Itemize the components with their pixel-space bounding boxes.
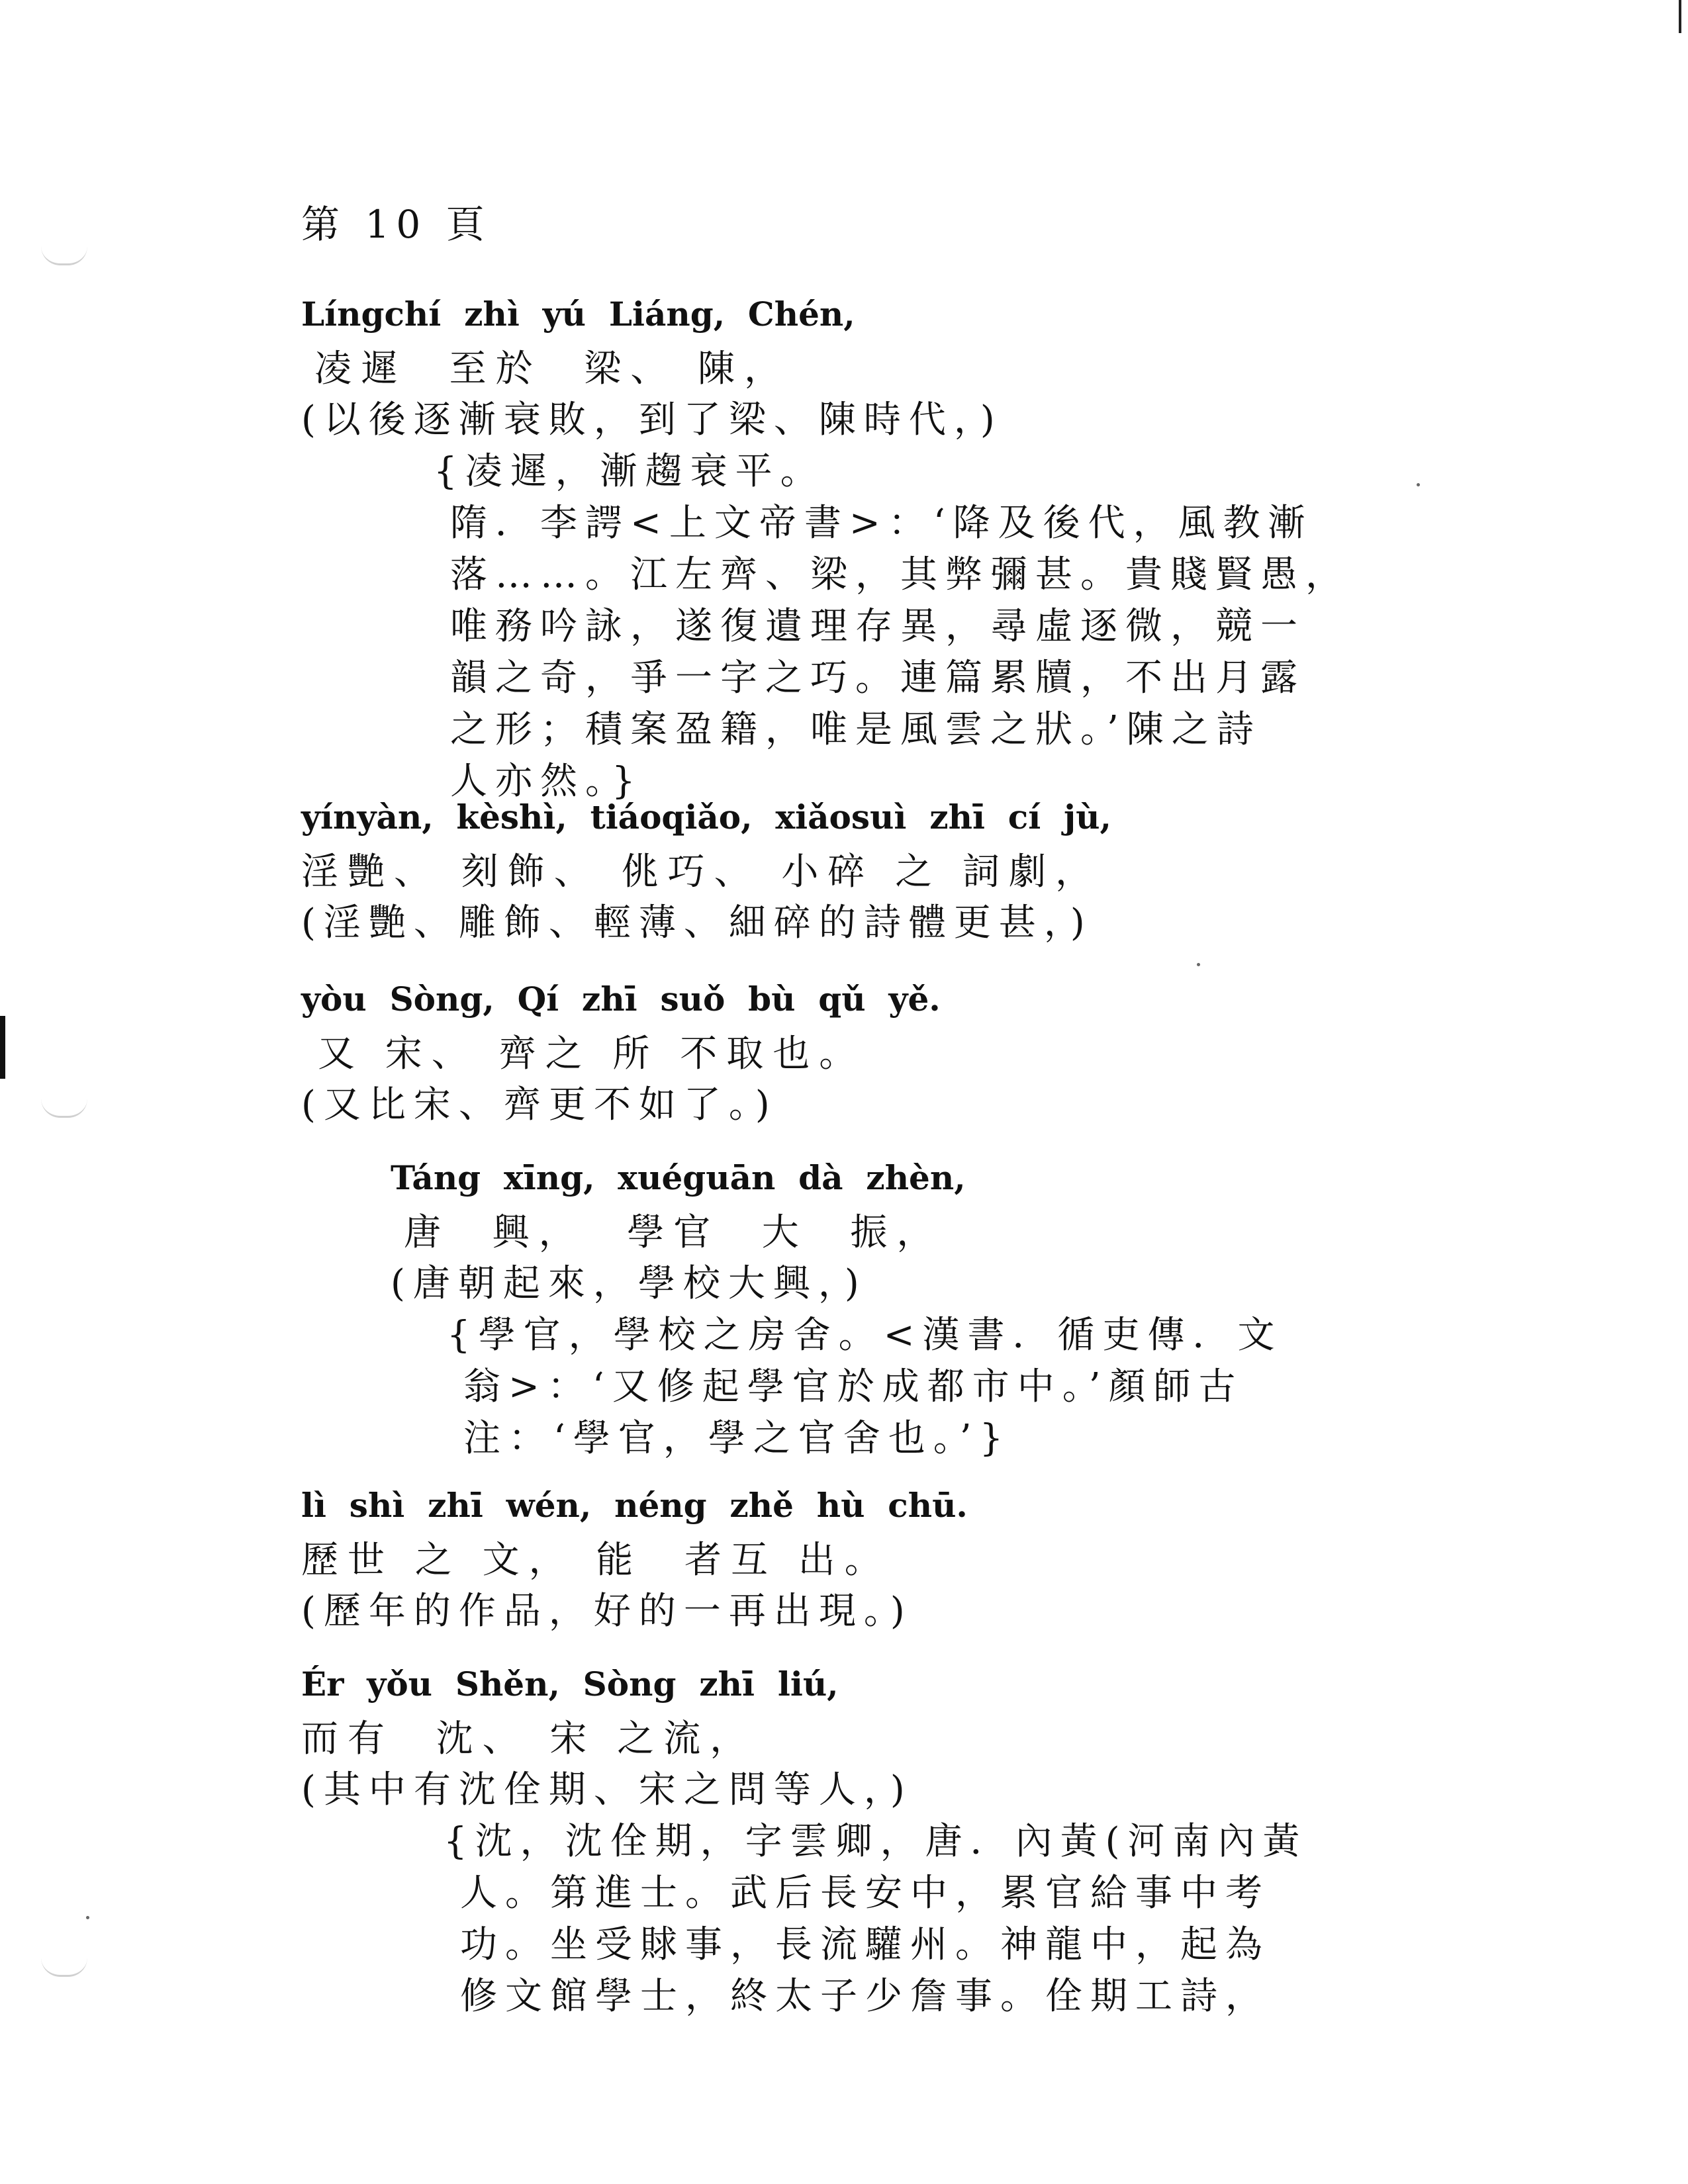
pinyin-line: yòu Sòng, Qí zhī suǒ bù qǔ yě.: [301, 979, 941, 1019]
pinyin-line: lì shì zhī wén, néng zhě hù chū.: [301, 1486, 968, 1525]
gloss-line: (其中有沈佺期、宋之問等人，): [301, 1768, 913, 1811]
chinese-line: 凌遲 至於 梁、 陳，: [314, 347, 791, 390]
gloss-line: (以後逐漸衰敗，到了梁、陳時代，): [301, 398, 1003, 441]
scan-speck: [1197, 963, 1200, 966]
chinese-line: 而有 沈、 宋 之流，: [301, 1717, 757, 1760]
pinyin-line: Táng xīng, xuéguān dà zhèn,: [391, 1158, 966, 1197]
chinese-line: 淫艷、 刻飾、 佻巧、 小碎 之 詞劇，: [301, 850, 1102, 893]
verse-section-1: [301, 265, 1350, 807]
annotation-line: {沈，沈佺期，字雲卿，唐．內黃(河南內黃: [444, 1820, 1308, 1863]
punch-hole-mark: [41, 246, 87, 265]
annotation-line: 隋．李諤<上文帝書>：‘降及後代，風教漸: [450, 502, 1313, 545]
chinese-line: 歷世 之 文， 能 者互 出。: [301, 1539, 891, 1582]
annotation-block: [391, 1310, 1283, 1465]
annotation-line: 唯務吟詠，遂復遺理存異，尋虛逐微，競一: [450, 605, 1305, 648]
pinyin-line: yínyàn, kèshì, tiáoqiǎo, xiǎosuì zhī cí jù,: [301, 797, 1111, 837]
gloss-line: (歷年的作品，好的一再出現。): [301, 1590, 913, 1633]
scan-speck: [86, 1916, 89, 1919]
scan-edge-mark: [0, 1016, 5, 1079]
annotation-line: {凌遲，漸趨衰平。: [434, 450, 825, 493]
annotation-line: 之形；積案盈籍，唯是風雲之狀。’陳之詩: [450, 708, 1262, 751]
gloss-line: (淫艷、雕飾、輕薄、細碎的詩體更甚，): [301, 901, 1093, 944]
pinyin-line: Ér yǒu Shěn, Sòng zhī liú,: [301, 1664, 839, 1704]
verse-section-4: [391, 1128, 1283, 1465]
pinyin-line: Língchí zhì yú Liáng, Chén,: [301, 295, 855, 334]
annotation-line: 注：‘學官，學之官舍也。’}: [463, 1417, 1011, 1460]
chinese-line: 唐 興， 學官 大 振，: [404, 1211, 943, 1254]
annotation-line: 翁>：‘又修起學官於成都市中。’顏師古: [463, 1365, 1244, 1408]
punch-hole-mark: [41, 1099, 87, 1118]
annotation-line: 人亦然。}: [450, 760, 643, 803]
scan-edge-line: [1679, 0, 1681, 33]
annotation-line: 韻之奇，爭一字之巧。連篇累牘，不出月露: [450, 657, 1305, 700]
annotation-line: 人。第進士。武后長安中，累官給事中考: [460, 1872, 1270, 1915]
scan-speck: [1417, 483, 1420, 486]
annotation-block: [301, 446, 1350, 807]
verse-section-6: [301, 1635, 1307, 2023]
annotation-line: 落……。江左齊、梁，其弊彌甚。貴賤賢愚，: [450, 553, 1350, 596]
chinese-line: 又 宋、 齊之 所 不取也。: [318, 1032, 866, 1075]
annotation-block: [301, 1816, 1307, 2023]
punch-hole-mark: [41, 1958, 87, 1977]
verse-section-5: [301, 1456, 968, 1637]
annotation-line: {學官，學校之房舍。<漢書．循吏傳．文: [447, 1314, 1283, 1357]
page-label: 第 10 頁: [301, 202, 491, 247]
verse-section-3: [301, 950, 941, 1131]
gloss-line: (又比宋、齊更不如了。): [301, 1083, 778, 1126]
gloss-line: (唐朝起來，學校大興，): [391, 1262, 867, 1305]
verse-section-2: [301, 768, 1111, 949]
annotation-line: 功。坐受賕事，長流驩州。神龍中，起為: [460, 1923, 1270, 1966]
annotation-line: 修文館學士，終太子少詹事。佺期工詩，: [460, 1975, 1270, 2018]
